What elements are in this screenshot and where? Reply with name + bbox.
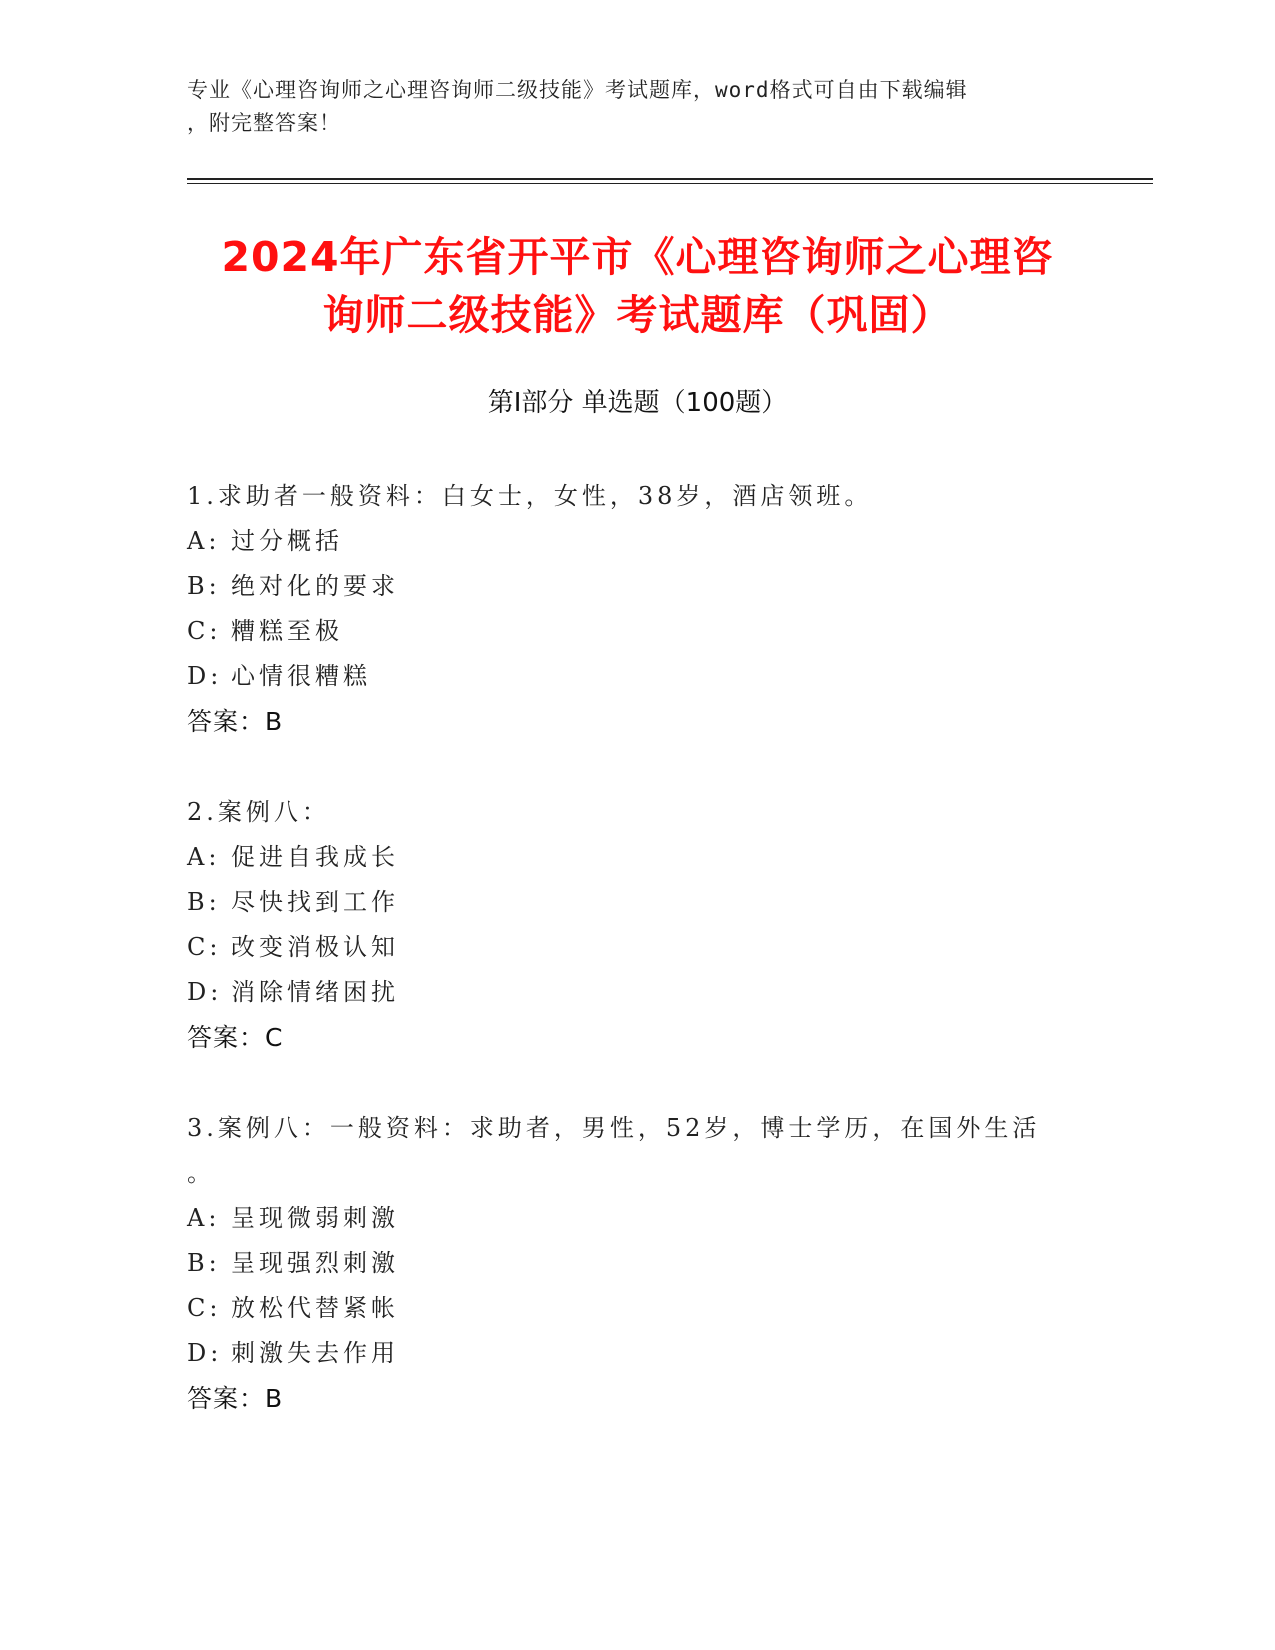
option-text: 呈现微弱刺激 bbox=[231, 1204, 399, 1232]
option-b bbox=[187, 880, 1067, 925]
header-divider-thin bbox=[187, 183, 1153, 184]
question-3 bbox=[187, 1106, 1067, 1421]
question-list bbox=[187, 474, 1067, 1467]
option-d bbox=[187, 970, 1067, 1015]
option-b bbox=[187, 1241, 1067, 1286]
option-text: 呈现强烈刺激 bbox=[231, 1249, 399, 1277]
answer-key: 答案：B bbox=[187, 707, 284, 736]
document-title bbox=[150, 228, 1125, 344]
header-note-line-2: ，附完整答案！ bbox=[187, 111, 341, 135]
section-heading: 第I部分 单选题（100题） bbox=[487, 388, 788, 418]
option-text: 促进自我成长 bbox=[231, 843, 399, 871]
option-a bbox=[187, 1196, 1067, 1241]
option-letter: B: bbox=[187, 888, 221, 916]
option-c bbox=[187, 925, 1067, 970]
option-a bbox=[187, 835, 1067, 880]
option-text: 绝对化的要求 bbox=[231, 572, 399, 600]
option-letter: B: bbox=[187, 572, 221, 600]
question-stem-continuation: 。 bbox=[187, 1159, 215, 1187]
question-2 bbox=[187, 790, 1067, 1060]
option-b bbox=[187, 564, 1067, 609]
option-letter: C: bbox=[187, 933, 222, 961]
question-stem: 3.案例八：一般资料：求助者，男性，52岁，博士学历，在国外生活 bbox=[187, 1114, 1041, 1142]
question-1 bbox=[187, 474, 1067, 744]
option-text: 心情很糟糕 bbox=[231, 662, 371, 690]
option-letter: A: bbox=[187, 1204, 221, 1232]
option-a bbox=[187, 519, 1067, 564]
option-letter: A: bbox=[187, 527, 221, 555]
option-letter: B: bbox=[187, 1249, 221, 1277]
option-text: 改变消极认知 bbox=[231, 933, 399, 961]
document-title-line-1: 2024年广东省开平市《心理咨询师之心理咨 bbox=[221, 233, 1054, 281]
question-stem: 2.案例八： bbox=[187, 798, 330, 826]
header-note bbox=[187, 74, 1067, 140]
document-title-line-2: 询师二级技能》考试题库（巩固） bbox=[322, 291, 953, 339]
option-text: 放松代替紧帐 bbox=[231, 1294, 399, 1322]
answer-key: 答案：C bbox=[187, 1023, 284, 1052]
option-text: 过分概括 bbox=[231, 527, 343, 555]
option-text: 刺激失去作用 bbox=[231, 1339, 399, 1367]
option-text: 尽快找到工作 bbox=[231, 888, 399, 916]
option-letter: D: bbox=[187, 662, 223, 690]
option-letter: D: bbox=[187, 1339, 223, 1367]
option-c bbox=[187, 609, 1067, 654]
question-stem: 1.求助者一般资料：白女士，女性，38岁，酒店领班。 bbox=[187, 482, 873, 510]
option-letter: A: bbox=[187, 843, 221, 871]
option-text: 糟糕至极 bbox=[231, 617, 343, 645]
option-letter: C: bbox=[187, 1294, 222, 1322]
header-divider-thick bbox=[187, 178, 1153, 180]
option-d bbox=[187, 654, 1067, 699]
option-text: 消除情绪困扰 bbox=[231, 978, 399, 1006]
option-c bbox=[187, 1286, 1067, 1331]
header-note-line-1: 专业《心理咨询师之心理咨询师二级技能》考试题库，word格式可自由下载编辑 bbox=[187, 78, 968, 102]
answer-key: 答案：B bbox=[187, 1384, 284, 1413]
option-letter: C: bbox=[187, 617, 222, 645]
option-d bbox=[187, 1331, 1067, 1376]
option-letter: D: bbox=[187, 978, 223, 1006]
